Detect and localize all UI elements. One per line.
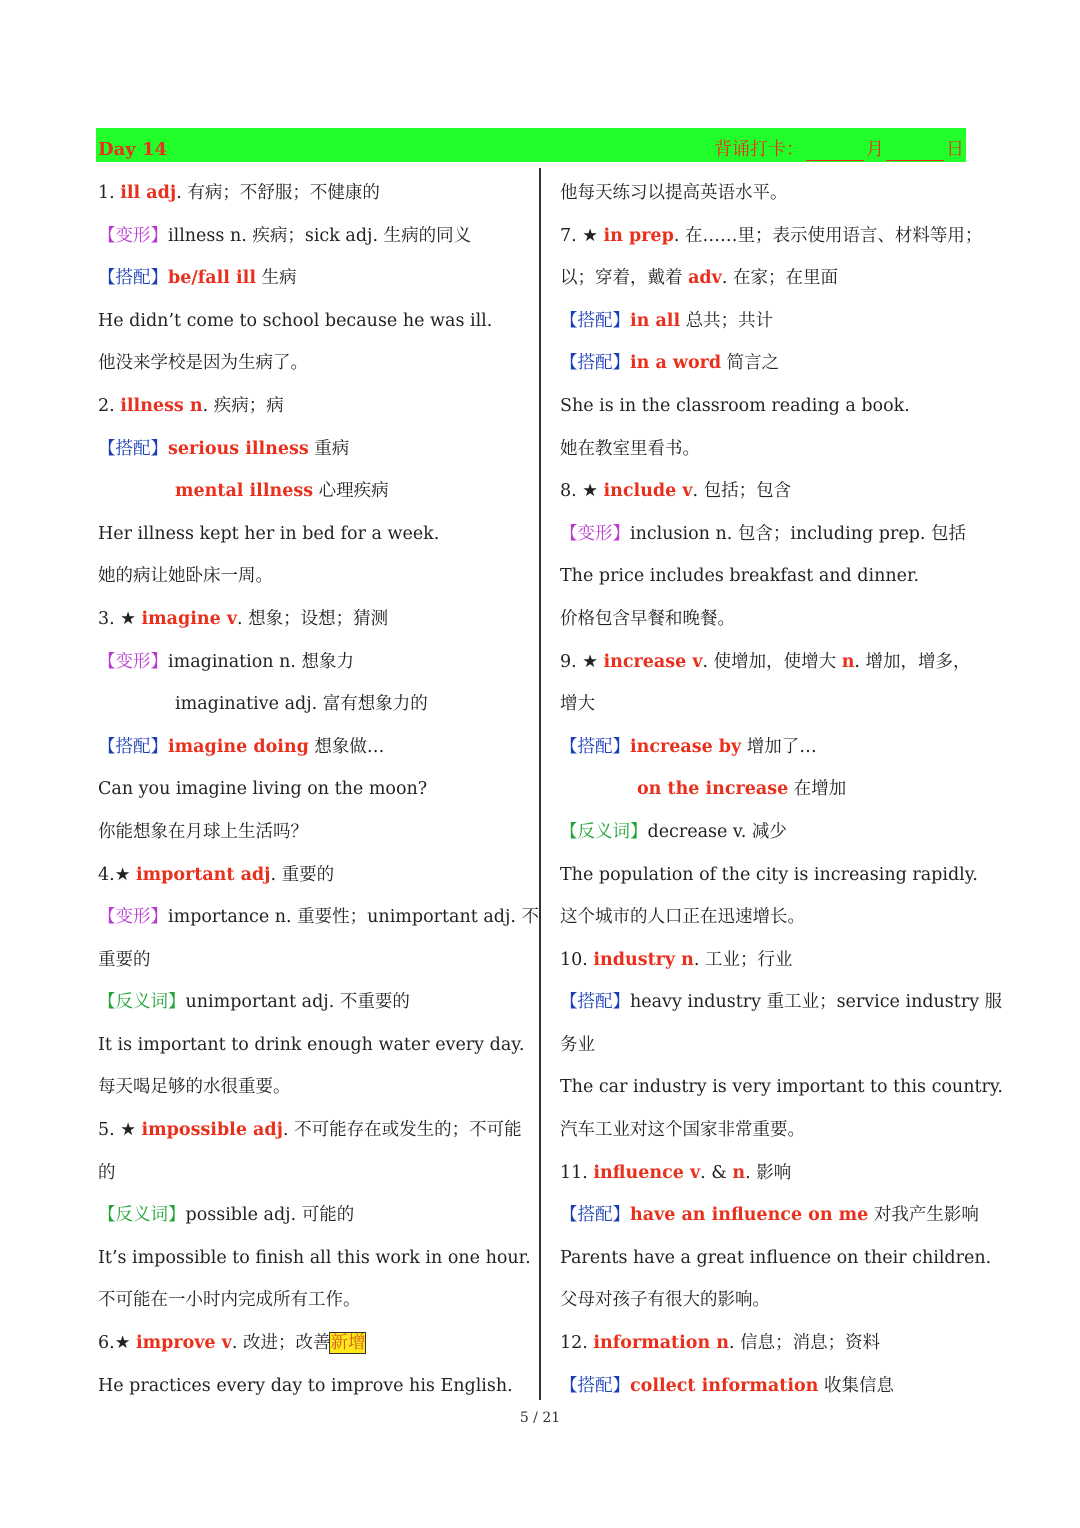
example-translation: 汽车工业对这个国家非常重要。 — [560, 1120, 805, 1141]
right-column — [560, 172, 1003, 1407]
example-sentence: It’s impossible to finish all this work in one hour. — [98, 1247, 531, 1268]
variant-line: 【变形】importance n. 重要性；unimportant adj. 不 — [98, 907, 540, 928]
example-translation: 他每天练习以提高英语水平。 — [560, 183, 788, 203]
example-translation: 价格包含早餐和晚餐。 — [560, 608, 735, 629]
definition-line: 以；穿着，戴着 adv. 在家；在里面 — [560, 268, 838, 289]
collocation-line: 【搭配】serious illness 重病 — [98, 438, 350, 459]
collocation-line: on the increase 在增加 — [637, 779, 847, 800]
example-sentence: She is in the classroom reading a book. — [560, 395, 910, 416]
day-header-bar — [96, 128, 966, 162]
collocation-line: 【搭配】be/fall ill 生病 — [98, 268, 297, 289]
new-badge: 新增 — [330, 1333, 366, 1354]
collocation-line: 【搭配】heavy industry 重工业；service industry 服 — [560, 992, 1003, 1013]
example-sentence: Parents have a great influence on their children. — [560, 1247, 992, 1268]
entry-in: 7. ★ in prep. 在……里；表示使用语言、材料等用； — [560, 225, 983, 246]
example-sentence: He didn’t come to school because he was ill. — [98, 310, 493, 331]
collocation-line: 【搭配】in all 总共；共计 — [560, 310, 774, 331]
day-blank — [886, 142, 944, 161]
definition-line: 增大 — [560, 694, 595, 715]
collocation-line: 务业 — [560, 1034, 595, 1055]
variant-line: 【变形】imagination n. 想象力 — [98, 651, 355, 672]
collocation-line: 【搭配】increase by 增加了… — [560, 736, 817, 757]
entry-industry: 10. industry n. 工业；行业 — [560, 949, 793, 970]
collocation-line: 【搭配】have an influence on me 对我产生影响 — [560, 1205, 979, 1226]
variant-line: 重要的 — [98, 949, 151, 970]
month-label: 月 — [866, 139, 884, 160]
entry-illness: 2. illness n. 疾病；病 — [98, 395, 284, 416]
example-sentence: Can you imagine living on the moon? — [98, 779, 428, 800]
checkin-field — [714, 139, 964, 161]
variant-line: imaginative adj. 富有想象力的 — [175, 694, 428, 715]
checkin-label: 背诵打卡： — [714, 139, 804, 160]
entry-improve: 6.★ improve v. 改进；改善新增 — [98, 1333, 366, 1354]
day-label: 日 — [946, 139, 964, 160]
example-sentence: Her illness kept her in bed for a week. — [98, 523, 440, 544]
page-number: 5 / 21 — [519, 1410, 561, 1426]
variant-line: 【变形】illness n. 疾病；sick adj. 生病的同义 — [98, 225, 472, 246]
antonym-line: 【反义词】unimportant adj. 不重要的 — [98, 992, 410, 1013]
example-sentence: The price includes breakfast and dinner. — [560, 566, 920, 587]
entry-impossible: 5. ★ impossible adj. 不可能存在或发生的；不可能 — [98, 1120, 522, 1141]
antonym-line: 【反义词】possible adj. 可能的 — [98, 1205, 355, 1226]
day-title: Day 14 — [98, 139, 168, 160]
entry-ill: 1. ill adj. 有病；不舒服；不健康的 — [98, 183, 380, 203]
example-translation: 这个城市的人口正在迅速增长。 — [560, 907, 805, 928]
collocation-line: 【搭配】in a word 简言之 — [560, 353, 780, 374]
antonym-line: 【反义词】decrease v. 减少 — [560, 821, 787, 842]
entry-imagine: 3. ★ imagine v. 想象；设想；猜测 — [98, 608, 389, 629]
entry-include: 8. ★ include v. 包括；包含 — [560, 481, 792, 502]
column-divider — [539, 168, 541, 1400]
example-translation: 每天喝足够的水很重要。 — [98, 1077, 291, 1098]
collocation-line: 【搭配】imagine doing 想象做… — [98, 736, 385, 757]
collocation-line: 【搭配】collect information 收集信息 — [560, 1375, 894, 1396]
entry-increase: 9. ★ increase v. 使增加，使增大 n. 增加，增多， — [560, 651, 971, 672]
entry-influence: 11. influence v. & n. 影响 — [560, 1162, 792, 1183]
collocation-line: mental illness 心理疾病 — [175, 481, 389, 502]
entry-information: 12. information n. 信息；消息；资料 — [560, 1333, 881, 1354]
definition-line: 的 — [98, 1162, 116, 1183]
example-translation: 父母对孩子有很大的影响。 — [560, 1290, 770, 1311]
example-translation: 他没来学校是因为生病了。 — [98, 353, 308, 374]
entry-important: 4.★ important adj. 重要的 — [98, 864, 335, 885]
example-sentence: The car industry is very important to this country. — [560, 1077, 1003, 1098]
example-sentence: It is important to drink enough water every day. — [98, 1034, 525, 1055]
month-blank — [806, 142, 864, 161]
example-translation: 她的病让她卧床一周。 — [98, 566, 273, 587]
variant-line: 【变形】inclusion n. 包含；including prep. 包括 — [560, 523, 967, 544]
example-sentence: The population of the city is increasing rapidly. — [560, 864, 978, 885]
example-translation: 你能想象在月球上生活吗？ — [98, 821, 308, 842]
example-translation: 不可能在一小时内完成所有工作。 — [98, 1290, 361, 1311]
example-translation: 她在教室里看书。 — [560, 438, 700, 459]
left-column — [98, 172, 540, 1407]
example-sentence: He practices every day to improve his English. — [98, 1375, 513, 1396]
